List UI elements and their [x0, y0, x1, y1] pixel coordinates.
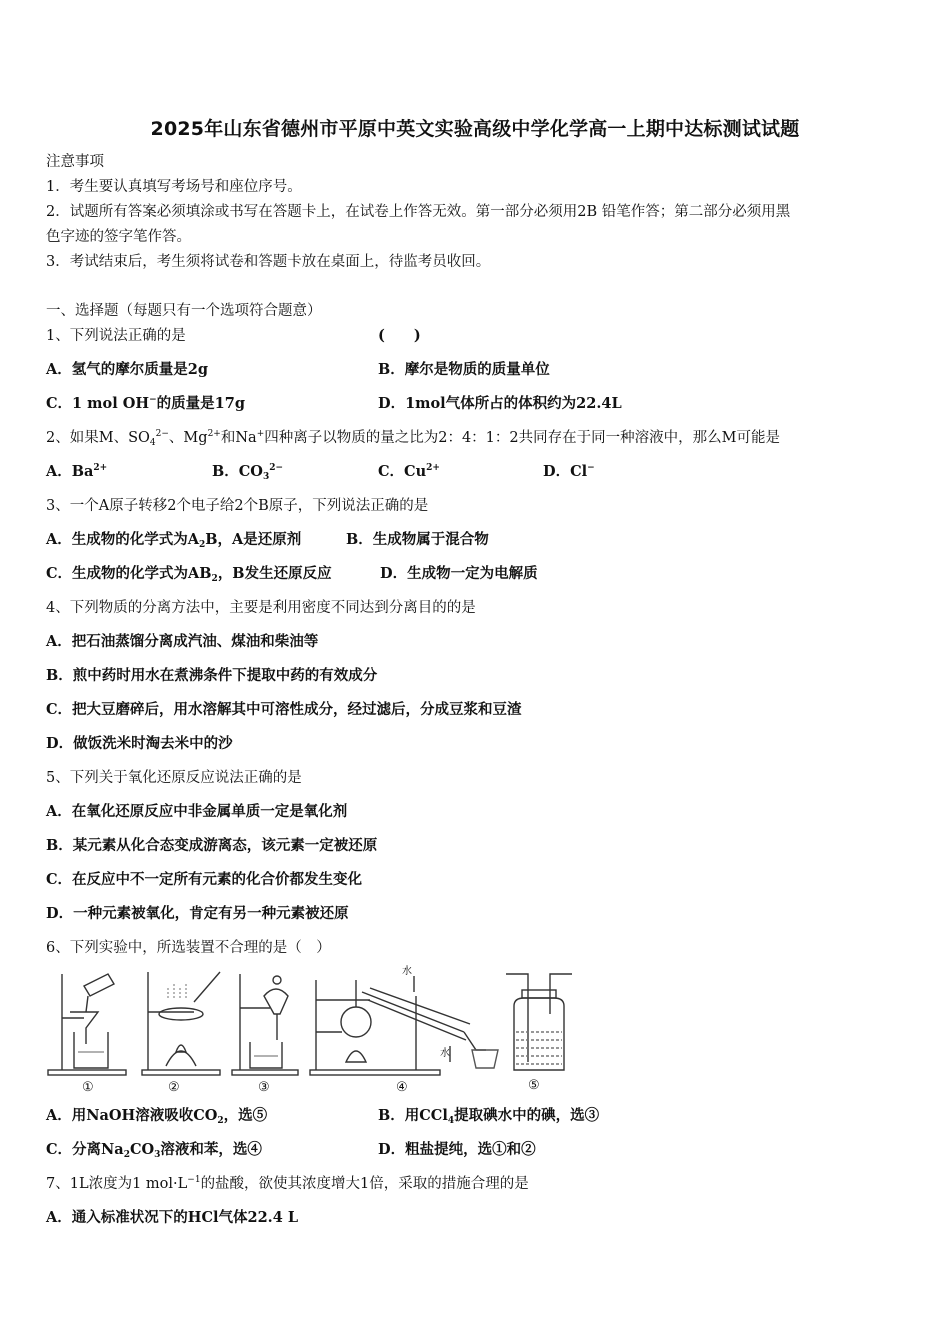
notice-item: 3．考试结束后，考生须将试卷和答题卡放在桌面上，待监考员收回。	[46, 254, 491, 270]
q3-option-a: A．生成物的化学式为$A_2B$，A是还原剂	[46, 531, 302, 550]
q4-option-a: A．把石油蒸馏分离成汽油、煤油和柴油等	[46, 633, 319, 650]
q5-option-a: A．在氧化还原反应中非金属单质一定是氧化剂	[46, 803, 348, 820]
q4-option-c: C．把大豆磨碎后，用水溶解其中可溶性成分，经过滤后，分成豆浆和豆渣	[46, 701, 522, 718]
notice-item: 2．试题所有答案必须填涂或书写在答题卡上，在试卷上作答无效。第一部分必须用2B 铅笔作答；第二部分必须用黑	[46, 204, 791, 220]
apparatus-evaporation	[142, 972, 220, 1075]
page-title: 2025年山东省德州市平原中英文实验高级中学化学高一上期中达标测试试题	[150, 118, 800, 140]
question-7-stem: 7、1L浓度为1 $mol\cdot L^{-1}$的盐酸，欲使其浓度增大1倍，采取的措施合理的是	[46, 1175, 529, 1192]
water-label-bottom: 水	[440, 1048, 450, 1059]
section-heading: 一、选择题（每题只有一个选项符合题意）	[46, 303, 322, 319]
q4-option-b: B．煎中药时用水在煮沸条件下提取中药的有效成分	[46, 667, 378, 684]
figure-label-2: ②	[168, 1080, 180, 1095]
q3-option-c: C．生成物的化学式为$AB_2$，B发生还原反应	[46, 565, 332, 584]
q5-option-c: C．在反应中不一定所有元素的化合价都发生变化	[46, 871, 363, 888]
question-1-stem: 1、下列说法正确的是	[46, 328, 186, 344]
figure-label-5: ⑤	[528, 1078, 540, 1093]
q2-option-d: D．Cl−	[543, 463, 595, 480]
question-3-stem: 3、一个A原子转移2个电子给2个B原子，下列说法正确的是	[46, 498, 429, 514]
q2-option-a: A．$Ba^{2+}$	[46, 463, 108, 480]
q1-option-a: A．氢气的摩尔质量是2g	[46, 361, 208, 378]
notice-item: 色字迹的签字笔作答。	[46, 229, 191, 245]
q1-option-c: C．1 mol OH−的质量是17g	[46, 395, 245, 412]
apparatus-gas-washing-bottle	[506, 974, 572, 1070]
q6-option-b: B．用CCl$_4$提取碘水中的碘，选③	[378, 1107, 600, 1126]
q6-option-d: D．粗盐提纯，选①和②	[378, 1141, 536, 1158]
q4-option-d: D．做饭洗米时淘去米中的沙	[46, 735, 233, 752]
question-4-stem: 4、下列物质的分离方法中，主要是利用密度不同达到分离目的的是	[46, 600, 476, 616]
apparatus-filtration	[48, 974, 126, 1075]
q1-option-b: B．摩尔是物质的质量单位	[378, 361, 550, 378]
q6-option-a: A．用NaOH溶液吸收$CO_2$，选⑤	[46, 1107, 268, 1126]
figure-label-1: ①	[82, 1080, 94, 1095]
question-5-stem: 5、下列关于氧化还原反应说法正确的是	[46, 770, 302, 786]
q7-option-a: A．通入标准状况下的HCl气体22.4 L	[46, 1209, 299, 1226]
question-6-stem: 6、下列实验中，所选装置不合理的是（ ）	[46, 940, 331, 956]
water-label-top: 水	[402, 966, 412, 977]
notice-item: 1．考生要认真填写考场号和座位序号。	[46, 179, 302, 195]
figure-label-4: ④	[396, 1080, 408, 1095]
q5-option-b: B．某元素从化合态变成游离态，该元素一定被还原	[46, 837, 378, 854]
q3-option-d: D．生成物一定为电解质	[380, 565, 538, 582]
notice-heading: 注意事项	[46, 154, 104, 170]
q2-option-c: C．$Cu^{2+}$	[378, 463, 440, 480]
answer-paren: ( )	[378, 327, 421, 344]
q1-option-d: D．1mol气体所占的体积约为22.4L	[378, 395, 622, 412]
apparatus-distillation	[310, 976, 498, 1075]
figure-label-3: ③	[258, 1080, 270, 1095]
q3-option-b: B．生成物属于混合物	[346, 531, 489, 548]
lab-apparatus-figure	[44, 966, 644, 1098]
apparatus-separatory-funnel	[232, 974, 298, 1075]
q5-option-d: D．一种元素被氧化，肯定有另一种元素被还原	[46, 905, 349, 922]
q2-option-b: B．$CO_3^{2-}$	[212, 463, 284, 482]
q6-option-c: C．分离$Na_2CO_3$溶液和苯，选④	[46, 1141, 262, 1160]
question-2-stem: 2、如果M、$SO_4^{2-}$、$Mg^{2+}$和Na+四种离子以物质的量之比为2：4：1：2共同存在于同一种溶液中，那么M可能是	[46, 429, 780, 448]
